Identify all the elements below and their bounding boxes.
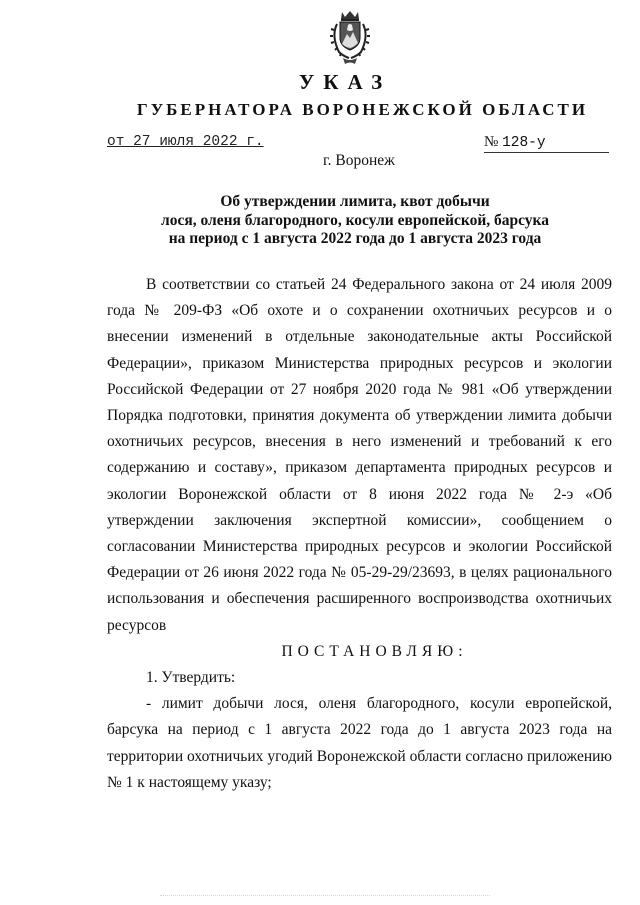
subject-line: лося, оленя благородного, косули европейской, барсука: [161, 211, 549, 229]
number-value: 128-у: [502, 135, 546, 151]
decree-heading: ПОСТАНОВЛЯЮ:: [281, 642, 468, 660]
item-1-sub-1: - лимит добычи лося, оленя благородного, косули европейской, барсука на период с 1 августа 2022 года до 1 августа 2023 года на территории охотничьих угодий Воронежской области согласно приложению № 1 к настоящему указу;: [107, 695, 612, 791]
preamble-paragraph: В соответствии со статьей 24 Федерального закона от 24 июля 2009 года № 209-ФЗ «Об охоте и о сохранении охотничьих ресурсов и о внесении изменений в отдельные законодательные акты Российской Федерации», приказом Министерства природных ресурсов и экологии Российской Федерации от 27 ноября 2020 года № 981 «Об утверждении Порядка подготовки, принятия документа об утверждении лимита добычи охотничьих ресурсов, внесения в него изменений и требований к его содержанию и составу», приказом департамента природных ресурсов и экологии Воронежской области от 8 июня 2022 года № 2-э «Об утверждении заключения экспертной комиссии», сообщением о согласовании Министерства природных ресурсов и экологии Российской Федерации от 26 июня 2022 года № 05-29-29/23693, в целях рационального использования и обеспечения расширенного воспроизводства охотничьих ресурсов: [107, 276, 612, 634]
subject-line: на период с 1 августа 2022 года до 1 августа 2023 года: [168, 230, 542, 247]
document-subject: [140, 193, 570, 249]
scan-artifact-line: [160, 893, 490, 896]
number-sign: №: [484, 134, 499, 150]
document-number: [484, 134, 609, 153]
document-city: г. Воронеж: [323, 152, 395, 169]
document-body: [107, 272, 612, 796]
item-1: 1. Утвердить:: [146, 669, 236, 687]
document-issuer: ГУБЕРНАТОРА ВОРОНЕЖСКОЙ ОБЛАСТИ: [136, 100, 589, 119]
coat-of-arms-icon: [325, 8, 375, 68]
document-title: УКАЗ: [298, 70, 392, 94]
document-date: от 27 июля 2022 г.: [107, 134, 264, 150]
subject-line: Об утверждении лимита, квот добычи: [220, 193, 490, 210]
